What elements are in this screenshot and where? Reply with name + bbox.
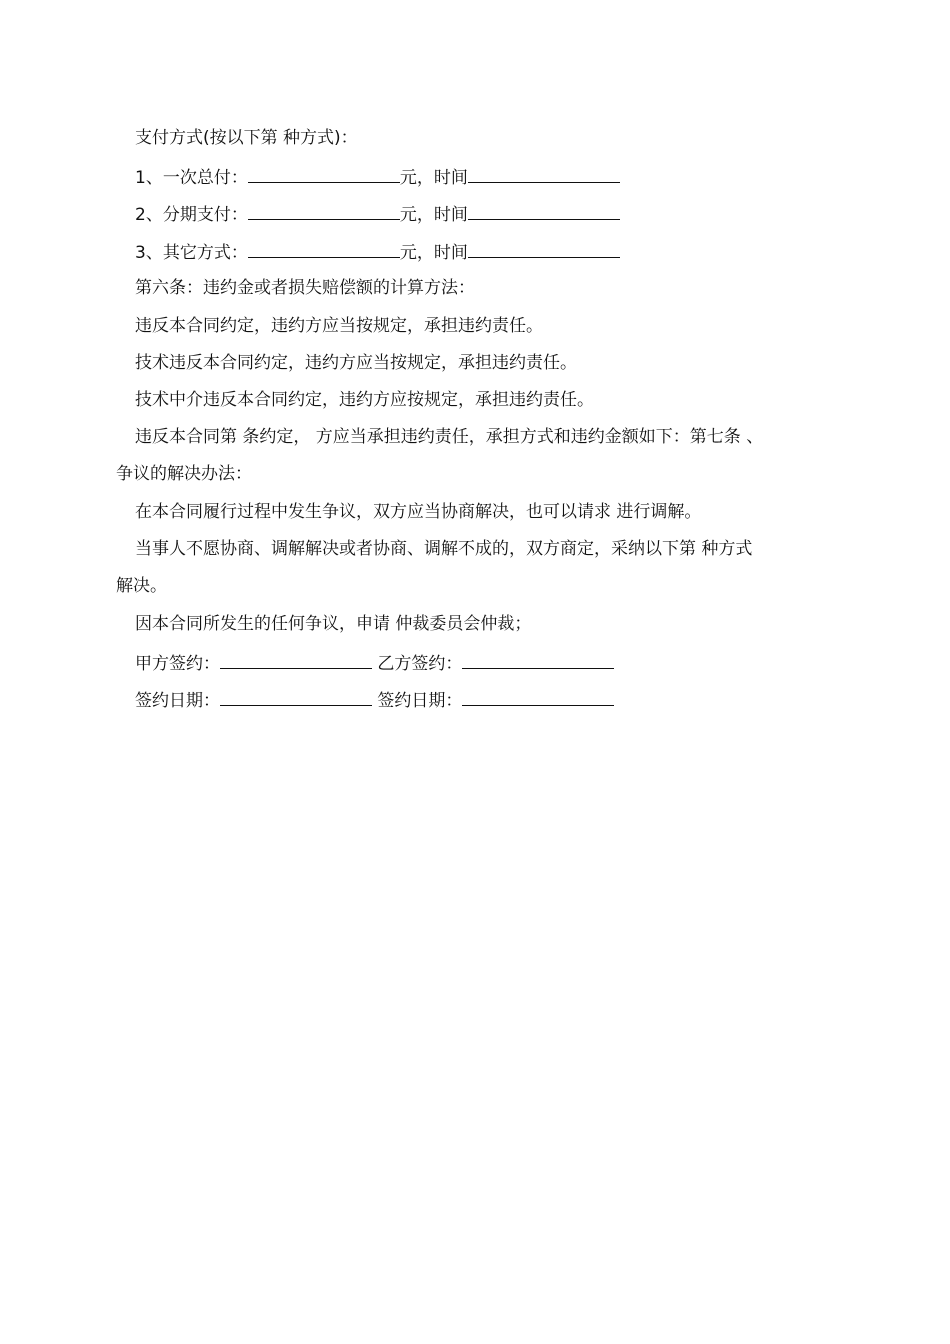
article7-paragraph-2: 当事人不愿协商、调解解决或者协商、调解不成的，双方商定，采纳以下第 种方式 [135,539,753,559]
time-blank[interactable] [468,202,620,220]
payment-item-installment: 2、分期支付： 元，时间 [116,202,865,226]
article7-heading: 争议的解决办法： [116,464,252,484]
signature-row: 甲方签约： 乙方签约： [116,651,865,675]
amount-blank[interactable] [248,202,400,220]
article6-paragraph-3: 技术中介违反本合同约定，违约方应按规定，承担违约责任。 [135,390,594,410]
article7-paragraph-2-cont: 解决。 [116,576,167,596]
article6-paragraph-2: 技术违反本合同约定，违约方应当按规定，承担违约责任。 [135,353,577,373]
article6-heading: 第六条：违约金或者损失赔偿额的计算方法： [135,278,475,298]
signature-date-row: 签约日期： 签约日期： [116,688,865,712]
party-a-date-blank[interactable] [220,688,372,706]
time-blank[interactable] [468,165,620,183]
article7-paragraph-3: 因本合同所发生的任何争议，申请 仲裁委员会仲裁； [135,614,532,634]
payment-heading: 支付方式(按以下第 种方式)： [135,128,358,148]
article7-paragraph-1: 在本合同履行过程中发生争议，双方应当协商解决，也可以请求 进行调解。 [135,502,702,522]
article6-paragraph-1: 违反本合同约定，违约方应当按规定，承担违约责任。 [135,316,543,336]
party-b-signature-blank[interactable] [462,651,614,669]
payment-item-lump-sum: 1、一次总付： 元，时间 [116,165,865,189]
party-b-date-blank[interactable] [462,688,614,706]
payment-item-other: 3、其它方式： 元，时间 [116,240,865,264]
article6-paragraph-4: 违反本合同第 条约定， 方应当承担违约责任，承担方式和违约金额如下：第七条 、 [135,427,764,447]
amount-blank[interactable] [248,165,400,183]
time-blank[interactable] [468,240,620,258]
amount-blank[interactable] [248,240,400,258]
party-a-signature-blank[interactable] [220,651,372,669]
